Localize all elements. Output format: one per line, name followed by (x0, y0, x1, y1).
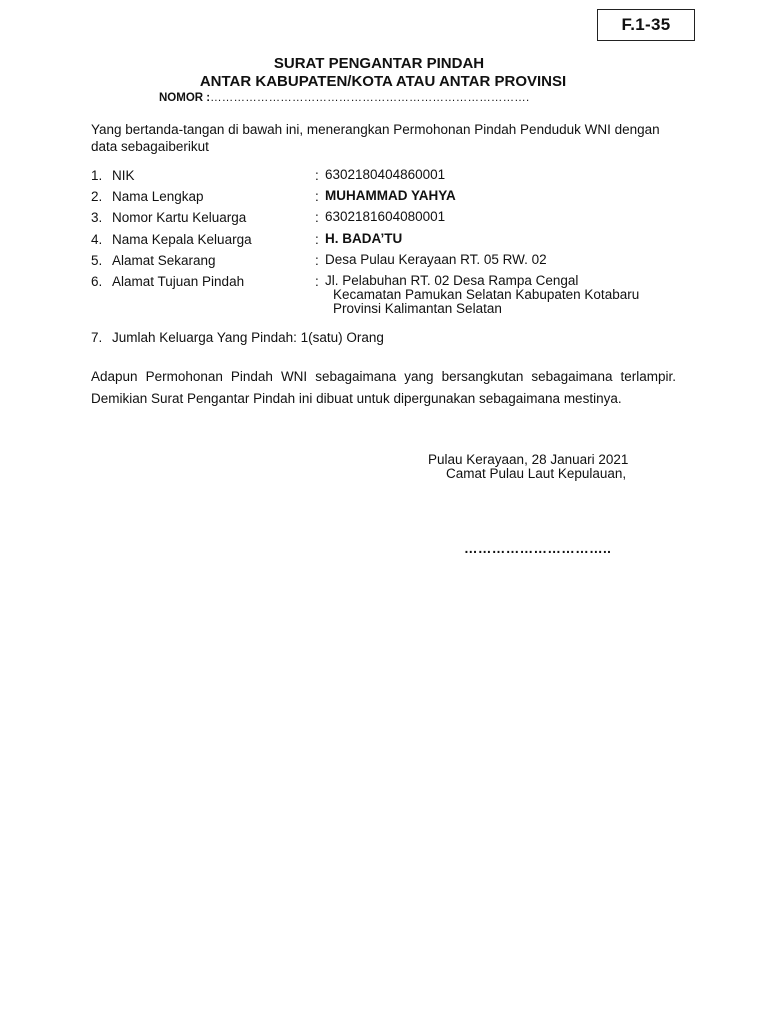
document-subtitle: ANTAR KABUPATEN/KOTA ATAU ANTAR PROVINSI (199, 73, 567, 90)
field-row-nama-lengkap (91, 189, 691, 207)
field-colon: : (315, 210, 319, 225)
field-row-nomor-kk (91, 210, 691, 228)
field-number: 2. (91, 189, 103, 204)
alamat-tujuan-line: Jl. Pelabuhan RT. 02 Desa Rampa Cengal (325, 273, 579, 288)
alamat-tujuan-line: Kecamatan Pamukan Selatan Kabupaten Kotabaru (333, 287, 640, 302)
field-number: 7. (91, 330, 103, 345)
field-number: 3. (91, 210, 103, 225)
alamat-sekarang-value: Desa Pulau Kerayaan RT. 05 RW. 02 (325, 252, 547, 267)
nik-value: 6302180404860001 (325, 167, 446, 182)
field-number: 1. (91, 168, 103, 183)
place-date: Pulau Kerayaan, 28 Januari 2021 (428, 452, 629, 467)
nomor-line (159, 92, 529, 104)
nomor-kk-value: 6302181604080001 (325, 209, 446, 224)
intro-paragraph: Yang bertanda-tangan di bawah ini, menerangkan Permohonan Pindah Penduduk WNI dengan data sebagaiberikut (91, 122, 660, 154)
signature-placeholder: ………………………….. (464, 541, 612, 556)
field-row-alamat-sekarang (91, 253, 691, 271)
form-code-box (597, 9, 695, 41)
jumlah-keluarga-line (91, 330, 384, 345)
field-label: Nama Lengkap (112, 189, 204, 204)
field-label: Alamat Tujuan Pindah (112, 274, 245, 289)
kepala-keluarga-value: H. BADA’TU (325, 231, 403, 246)
document-title: SURAT PENGANTAR PINDAH (273, 55, 485, 72)
field-row-alamat-tujuan (91, 274, 691, 324)
nomor-dots: ………………………………………………………………………. (210, 92, 530, 104)
field-row-kepala-keluarga (91, 232, 691, 250)
field-number: 5. (91, 253, 103, 268)
field-label: NIK (112, 168, 135, 183)
jumlah-keluarga-text: Jumlah Keluarga Yang Pindah: 1(satu) Orang (112, 330, 384, 345)
form-code: F.1-35 (621, 15, 671, 34)
field-colon: : (315, 232, 319, 247)
alamat-tujuan-line: Provinsi Kalimantan Selatan (333, 301, 502, 316)
field-number: 4. (91, 232, 103, 247)
nama-lengkap-value: MUHAMMAD YAHYA (325, 188, 456, 203)
field-colon: : (315, 253, 319, 268)
field-colon: : (315, 168, 319, 183)
field-label: Alamat Sekarang (112, 253, 216, 268)
field-colon: : (315, 274, 319, 289)
field-label: Nama Kepala Keluarga (112, 232, 252, 247)
closing-paragraph: Adapun Permohonan Pindah WNI sebagaimana yang bersangkutan sebagaimana terlampir. Demikian Surat Pengantar Pindah ini dibuat untuk dipergunakan sebagaimana mestinya. (91, 369, 676, 406)
alamat-tujuan-value (325, 274, 639, 316)
field-row-nik (91, 168, 691, 186)
field-colon: : (315, 189, 319, 204)
field-label: Nomor Kartu Keluarga (112, 210, 247, 225)
nomor-label: NOMOR : (159, 92, 211, 104)
official-title: Camat Pulau Laut Kepulauan, (446, 466, 627, 481)
field-number: 6. (91, 274, 103, 289)
